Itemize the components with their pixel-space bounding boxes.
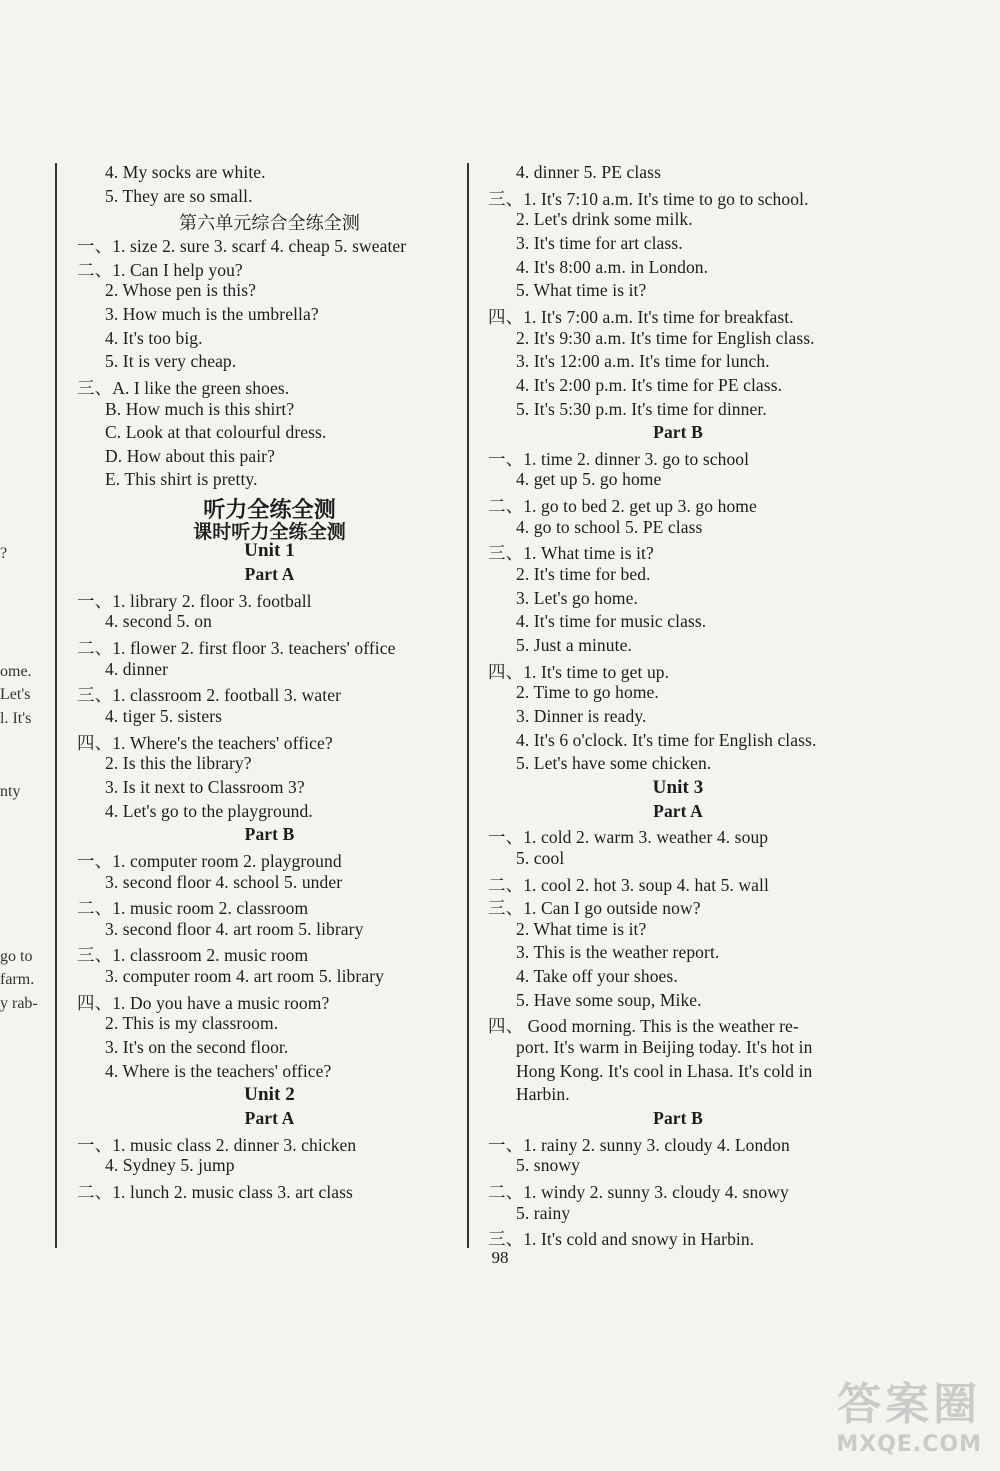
answer-line: D. How about this pair? [105,445,275,466]
answer-line: 5. snowy [516,1155,580,1176]
answer-line: 4. dinner [105,658,169,679]
answer-line: 一、1. music class 2. dinner 3. chicken [77,1134,357,1155]
answer-line: 2. Time to go home. [516,682,659,703]
answer-line: 3. It's on the second floor. [105,1037,289,1058]
answer-line: 三、1. What time is it? [488,543,654,564]
answer-line: 一、1. time 2. dinner 3. go to school [488,448,750,469]
watermark-url: MXQE.COM [836,1432,982,1457]
answer-line: 四、1. Where's the teachers' office? [77,732,333,753]
bleed-fragment: farm. [0,971,35,988]
answer-line: 3. It's time for art class. [516,232,683,253]
answer-line: 5. They are so small. [105,185,253,206]
answer-line: E. This shirt is pretty. [105,469,258,490]
answer-line: 2. Whose pen is this? [105,280,256,301]
answer-line: 一、1. cold 2. warm 3. weather 4. soup [488,827,769,848]
answer-line: 5. rainy [516,1202,571,1223]
answer-line: 4. tiger 5. sisters [105,705,223,726]
answer-line: 4. Sydney 5. jump [105,1155,235,1176]
section-heading: Part A [244,1108,295,1128]
answer-line: 3. This is the weather report. [516,942,720,963]
answer-line: 二、1. windy 2. sunny 3. cloudy 4. snowy [488,1181,789,1202]
watermark-logo-text: 答案圈 [837,1379,982,1430]
answer-line: 二、1. music room 2. classroom [77,898,309,919]
answer-line: 2. This is my classroom. [105,1013,279,1034]
bleed-fragment: ? [0,545,8,562]
answer-line: 5. It is very cheap. [105,351,237,372]
page-number: 98 [491,1248,509,1267]
answer-line: 三、A. I like the green shoes. [77,377,290,398]
answer-line: 2. It's 9:30 a.m. It's time for English class. [516,327,815,348]
answer-line: 4. go to school 5. PE class [516,516,703,537]
answer-line: 2. Is this the library? [105,753,252,774]
answer-line: 一、1. library 2. floor 3. football [77,590,312,611]
answer-line: 5. Have some soup, Mike. [516,989,702,1010]
answer-line: 3. It's 12:00 a.m. It's time for lunch. [516,351,770,372]
answer-line: 三、1. It's 7:10 a.m. It's time to go to school. [488,188,809,209]
bleed-fragment: nty [0,783,21,800]
answer-line: 一、1. computer room 2. playground [77,850,342,871]
answer-line: 4. Where is the teachers' office? [105,1060,332,1081]
section-heading: 听力全练全测 [203,498,336,524]
answer-line: 一、1. rainy 2. sunny 3. cloudy 4. London [488,1134,790,1155]
answer-line: 3. computer room 4. art room 5. library [105,966,384,987]
section-heading: Part B [653,1108,703,1128]
section-heading: Part A [653,800,703,821]
answer-line: 4. second 5. on [105,611,212,632]
answer-line: 4. Take off your shoes. [516,966,678,987]
answer-line: 四、1. Do you have a music room? [77,992,330,1013]
answer-line: 三、1. Can I go outside now? [488,898,701,919]
answer-line: 四、 Good morning. This is the weather re- [488,1016,799,1037]
answer-line: B. How much is this shirt? [105,398,295,419]
answer-line: 2. What time is it? [516,918,647,939]
section-heading: Unit 2 [244,1084,295,1106]
answer-line: port. It's warm in Beijing today. It's hot in [516,1037,813,1058]
left-margin-rule [55,163,57,1248]
answer-line: 4. It's time for music class. [516,611,707,632]
section-heading: Unit 3 [652,776,704,798]
answer-line: 4. Let's go to the playground. [105,800,313,821]
watermark [836,1368,982,1457]
section-heading: Part B [244,824,295,845]
answer-line: 4. It's 6 o'clock. It's time for English class. [516,729,817,750]
answer-line: 四、1. It's 7:00 a.m. It's time for breakfast. [488,306,794,327]
bleed-fragment: Let's [0,686,31,703]
section-heading: Part A [244,564,295,585]
answer-line: Harbin. [516,1084,570,1105]
answer-line: 4. dinner 5. PE class [516,162,661,182]
section-heading: 课时听力全练全测 [193,520,346,543]
answer-line: 二、1. go to bed 2. get up 3. go home [488,496,757,517]
answer-line: 二、1. lunch 2. music class 3. art class [77,1181,353,1202]
answer-line: 二、1. cool 2. hot 3. soup 4. hat 5. wall [488,874,769,895]
answer-line: 5. Just a minute. [516,635,632,655]
answer-line: 5. It's 5:30 p.m. It's time for dinner. [516,398,767,419]
answer-line: 3. second floor 4. school 5. under [105,871,343,892]
bleed-fragment: l. It's [0,710,32,727]
answer-line: C. Look at that colourful dress. [105,422,327,443]
answer-line: 4. get up 5. go home [516,469,662,490]
answer-line: 4. It's 8:00 a.m. in London. [516,256,709,277]
bleed-fragment: y rab- [0,995,38,1012]
section-heading: Part B [653,422,703,443]
bleed-fragment: ome. [0,663,32,680]
answer-line: Hong Kong. It's cool in Lhasa. It's cold in [516,1060,813,1081]
answer-line: 三、1. classroom 2. football 3. water [77,685,341,706]
answer-line: 三、1. It's cold and snowy in Harbin. [488,1229,755,1250]
answer-line: 3. How much is the umbrella? [105,303,319,324]
answer-line: 5. What time is it? [516,280,647,301]
column-divider [467,163,469,1248]
answer-line: 5. Let's have some chicken. [516,753,712,774]
answer-line: 3. Dinner is ready. [516,705,647,726]
answer-line: 4. It's too big. [105,327,203,348]
answer-line: 3. second floor 4. art room 5. library [105,918,364,939]
answer-line: 4. It's 2:00 p.m. It's time for PE class. [516,374,783,395]
answer-line: 一、1. size 2. sure 3. scarf 4. cheap 5. sweater [77,235,407,256]
answer-line: 3. Is it next to Classroom 3? [105,776,305,797]
answer-line: 三、1. classroom 2. music room [77,945,309,966]
answer-line: 四、1. It's time to get up. [488,661,670,682]
answer-line: 5. cool [516,847,565,868]
answer-line: 2. It's time for bed. [516,564,651,585]
answer-line: 二、1. flower 2. first floor 3. teachers' office [77,638,396,658]
section-heading: 第六单元综合全练全测 [179,213,360,235]
answer-line: 4. My socks are white. [105,162,266,182]
answer-line: 2. Let's drink some milk. [516,209,693,230]
answer-line: 3. Let's go home. [516,587,638,608]
section-heading: Unit 1 [244,540,295,562]
bleed-fragment: go to [0,948,33,965]
answer-line: 二、1. Can I help you? [77,259,243,280]
